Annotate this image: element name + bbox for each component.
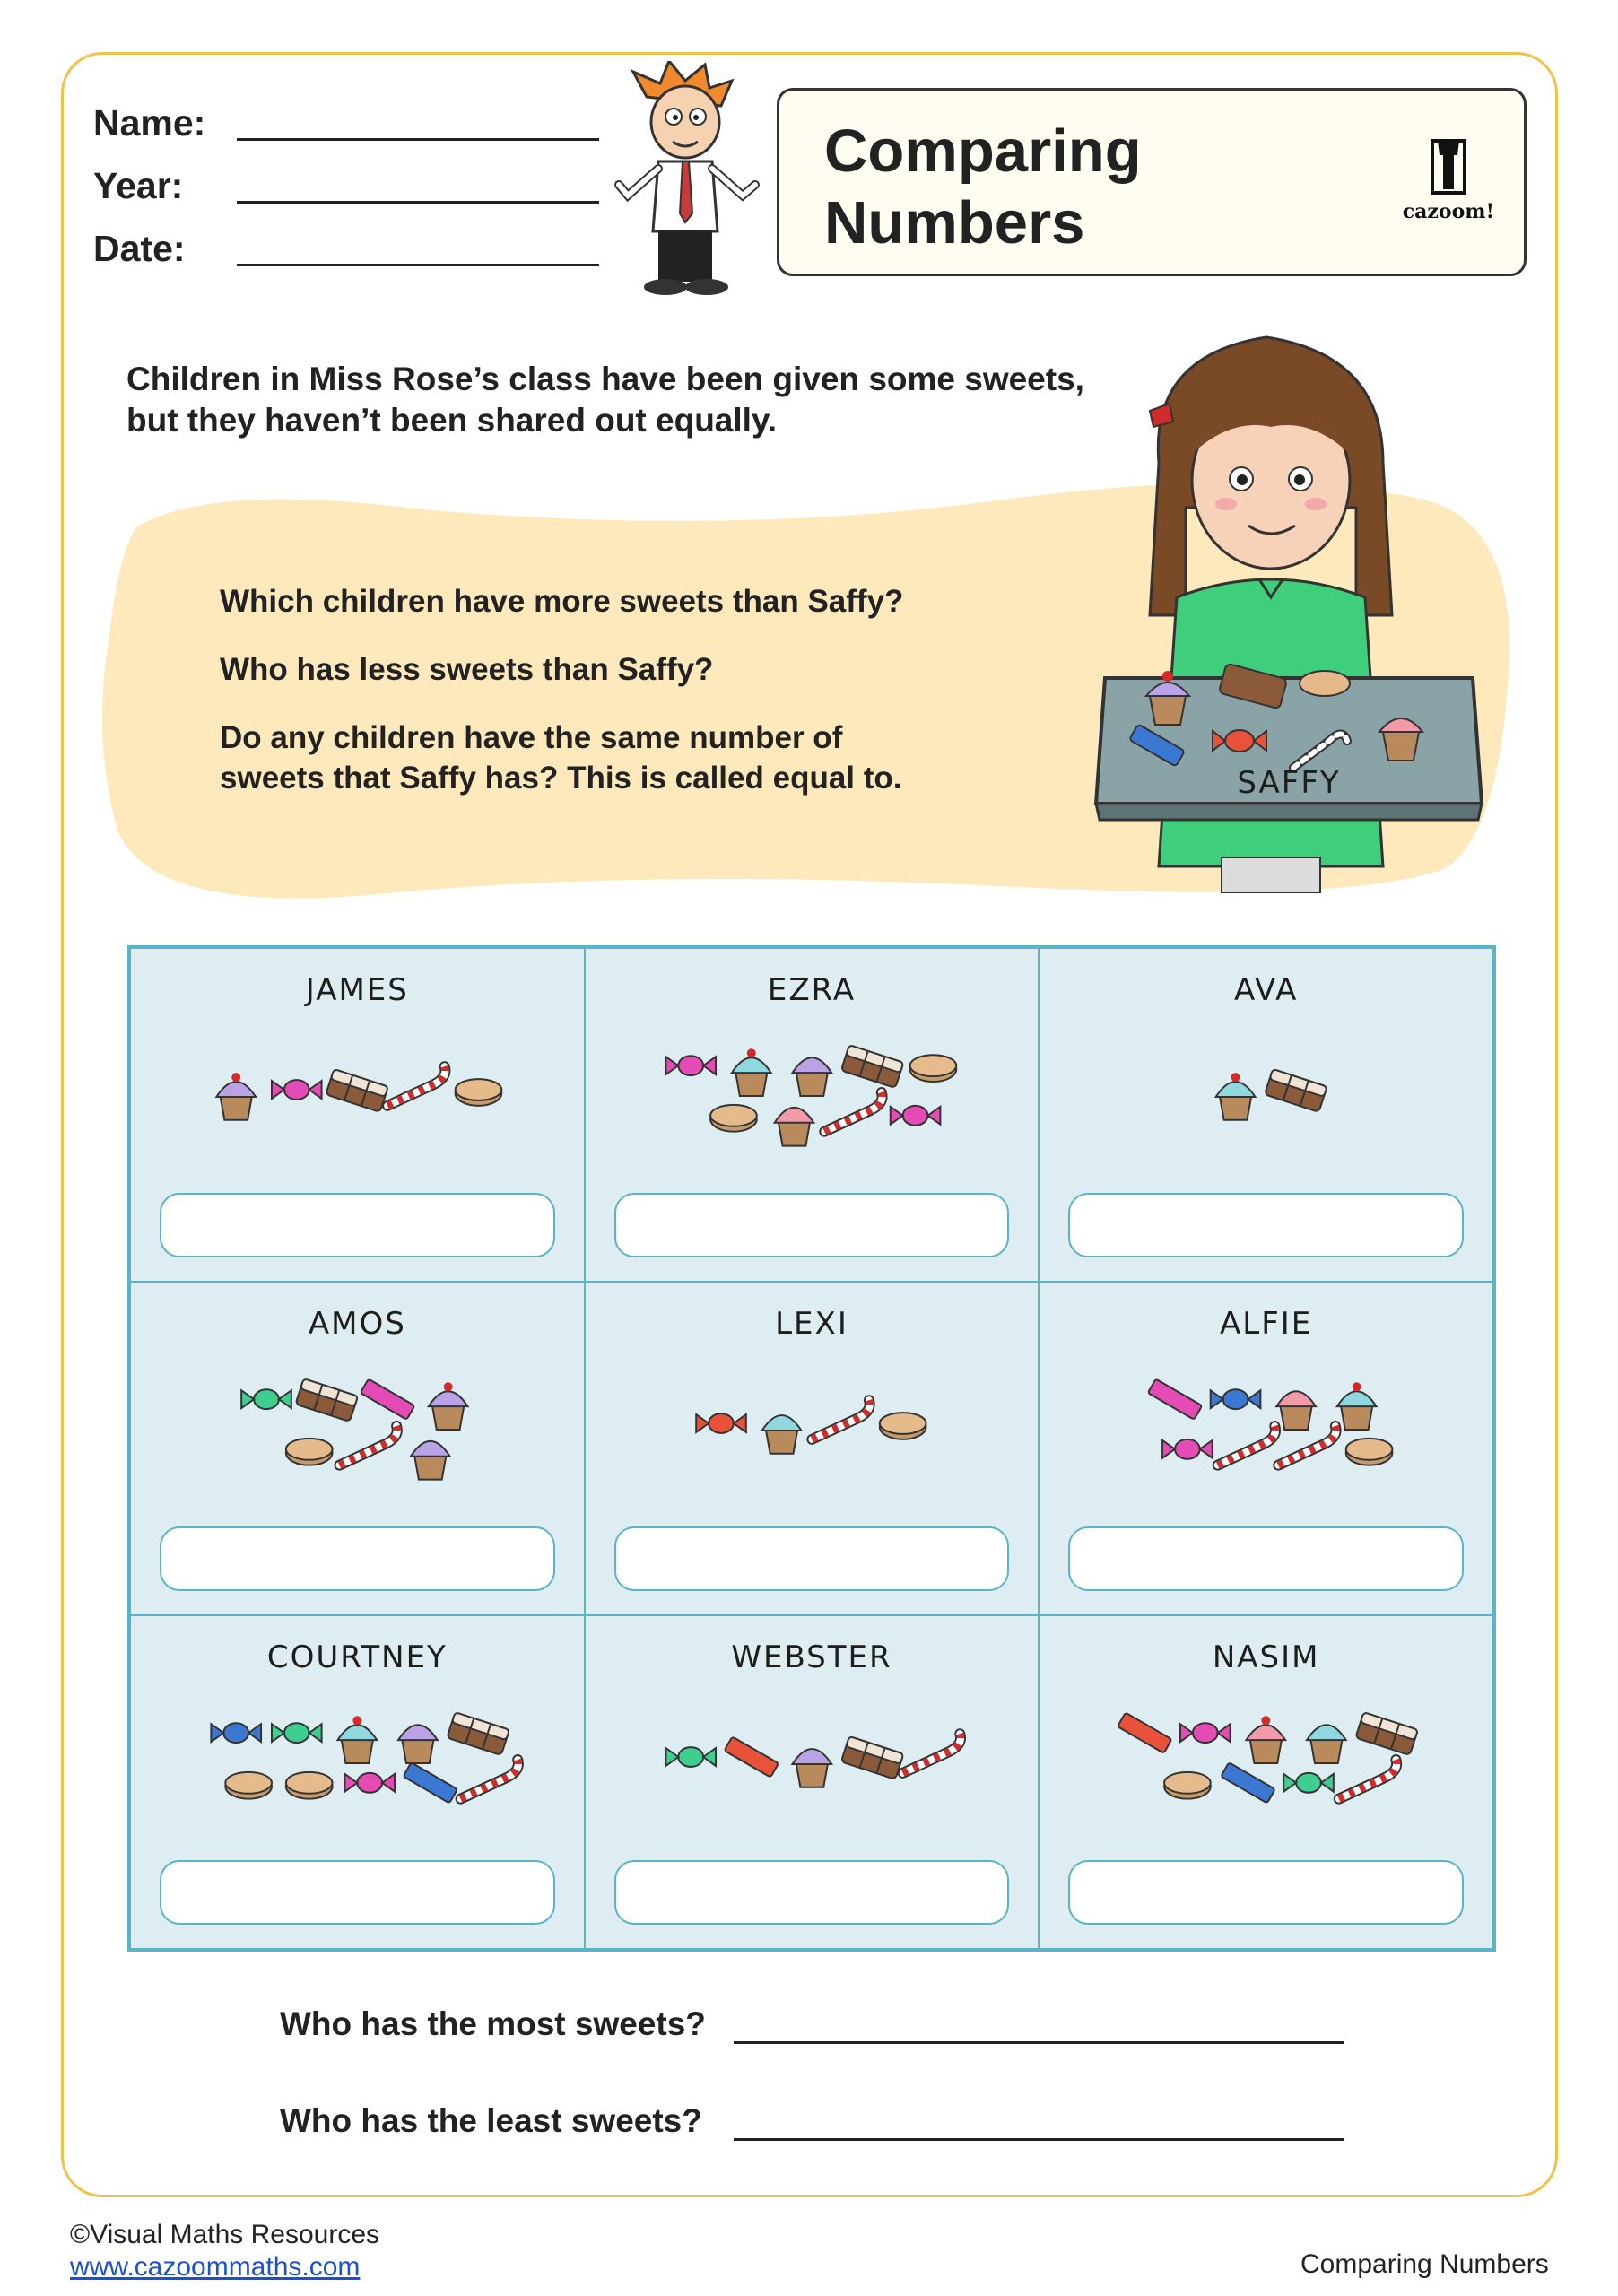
footer-credits <box>70 2219 379 2283</box>
cupcake-icon <box>792 1749 831 1787</box>
chocolate-bar-icon <box>295 1378 358 1422</box>
cookie-icon <box>1164 1772 1211 1799</box>
child-cell-courtney <box>130 1615 585 1949</box>
cupcake-icon <box>774 1108 813 1146</box>
child-name: ALFIE <box>1220 1306 1313 1342</box>
wrapped-sweet-icon <box>665 1747 716 1767</box>
sweets-group <box>131 1356 584 1491</box>
least-sweets-answer-line[interactable] <box>734 2138 1344 2141</box>
wrapped-sweet-icon <box>724 1736 779 1777</box>
year-label: Year: <box>93 165 184 206</box>
cupcake-icon <box>429 1382 468 1430</box>
cookie-icon <box>909 1055 956 1082</box>
cazoom-logo <box>1395 135 1502 234</box>
svg-text:cazoom!: cazoom! <box>1402 200 1495 223</box>
website-link[interactable]: www.cazoommaths.com <box>70 2252 361 2282</box>
cupcake-icon <box>1247 1716 1286 1763</box>
cookie-icon <box>879 1413 926 1439</box>
name-field[interactable] <box>237 138 599 141</box>
child-name: WEBSTER <box>731 1639 892 1675</box>
question-3: Do any children have the same number of sweets that Saffy has? This is called equal to. <box>220 720 902 796</box>
cupcake-icon <box>761 1415 801 1454</box>
date-field[interactable] <box>237 264 599 266</box>
cookie-icon <box>286 1772 333 1799</box>
least-sweets-question: Who has the least sweets? <box>280 2102 702 2139</box>
cupcake-icon <box>411 1441 450 1480</box>
answer-box[interactable] <box>1068 1860 1464 1925</box>
candy-cane-icon <box>902 1734 960 1773</box>
candy-cane-icon <box>387 1066 445 1106</box>
chocolate-bar-icon <box>1356 1712 1419 1755</box>
wrapped-sweet-icon <box>665 1056 716 1075</box>
candy-cane-icon <box>1279 1426 1336 1465</box>
sweets-group <box>586 1356 1039 1491</box>
child-cell-lexi <box>585 1282 1040 1615</box>
cupcake-icon <box>1216 1073 1256 1120</box>
wrapped-sweet-icon <box>1222 1762 1276 1803</box>
wrapped-sweet-icon <box>211 1723 261 1743</box>
candy-cane-icon <box>812 1400 869 1439</box>
child-name: AVA <box>1233 972 1299 1008</box>
saffy-label: SAFFY <box>1237 765 1341 801</box>
cookie-icon <box>225 1772 272 1799</box>
child-name: LEXI <box>775 1306 848 1342</box>
sweets-group <box>586 1690 1039 1824</box>
intro-text: Children in Miss Rose’s class have been given some sweets, but they haven’t been shared out equally. <box>126 361 1084 439</box>
candy-cane-icon <box>461 1760 518 1799</box>
cupcake-icon <box>1277 1391 1317 1430</box>
answer-box[interactable] <box>160 1193 555 1257</box>
page-title: Comparing Numbers <box>824 117 1142 257</box>
answer-box[interactable] <box>160 1526 555 1591</box>
cookie-icon <box>456 1079 502 1106</box>
chocolate-bar-icon <box>840 1736 903 1779</box>
sweets-group <box>1040 1022 1492 1157</box>
copyright-text: ©Visual Maths Resources <box>70 2220 380 2249</box>
question-1: Which children have more sweets than Saffy? <box>220 584 904 619</box>
answer-box[interactable] <box>1068 1526 1464 1591</box>
child-cell-ava <box>1039 948 1493 1282</box>
cookie-icon <box>1346 1439 1393 1465</box>
wrapped-sweet-icon <box>272 1080 322 1100</box>
wrapped-sweet-icon <box>1211 1389 1261 1409</box>
sweets-group <box>1040 1356 1492 1491</box>
year-field[interactable] <box>237 201 599 204</box>
wrapped-sweet-icon <box>890 1106 940 1126</box>
child-name: EZRA <box>767 972 857 1008</box>
name-label: Name: <box>93 102 206 144</box>
chocolate-bar-icon <box>326 1069 388 1112</box>
wrapped-sweet-icon <box>1284 1773 1335 1793</box>
date-label: Date: <box>93 228 186 269</box>
cookie-icon <box>286 1439 333 1465</box>
sweets-group <box>586 1022 1039 1157</box>
child-name: JAMES <box>305 972 409 1008</box>
wrapped-sweet-icon <box>404 1762 458 1803</box>
wrapped-sweet-icon <box>1180 1723 1231 1743</box>
child-cell-webster <box>585 1615 1040 1949</box>
most-sweets-question: Who has the most sweets? <box>280 2005 706 2042</box>
footer-title: Comparing Numbers <box>1300 2249 1549 2279</box>
chocolate-bar-icon <box>447 1712 509 1755</box>
most-sweets-answer-line[interactable] <box>734 2041 1344 2044</box>
candy-cane-icon <box>1218 1426 1275 1465</box>
candy-cane-icon <box>339 1426 396 1465</box>
child-cell-alfie <box>1039 1282 1493 1615</box>
wrapped-sweet-icon <box>361 1379 415 1420</box>
sweets-group <box>1040 1690 1492 1824</box>
child-cell-nasim <box>1039 1615 1493 1949</box>
cupcake-icon <box>398 1725 438 1763</box>
answer-box[interactable] <box>1068 1193 1464 1257</box>
cupcake-icon <box>1307 1725 1346 1763</box>
cupcake-icon <box>732 1048 771 1096</box>
child-cell-amos <box>130 1282 585 1615</box>
wrapped-sweet-icon <box>241 1389 291 1409</box>
candy-cane-icon <box>824 1092 882 1132</box>
child-cell-james <box>130 948 585 1282</box>
wrapped-sweet-icon <box>272 1723 322 1743</box>
answer-box[interactable] <box>614 1860 1010 1925</box>
question-2: Who has less sweets than Saffy? <box>220 652 714 687</box>
cupcake-icon <box>792 1057 831 1096</box>
chocolate-bar-icon <box>840 1045 903 1088</box>
child-name: NASIM <box>1212 1639 1320 1675</box>
answer-box[interactable] <box>160 1860 555 1925</box>
title-box <box>777 88 1527 276</box>
teacher-illustration <box>606 61 773 303</box>
wrapped-sweet-icon <box>696 1413 746 1433</box>
wrapped-sweet-icon <box>1148 1379 1203 1420</box>
saffy-illustration <box>1087 328 1491 893</box>
wrapped-sweet-icon <box>344 1773 395 1793</box>
child-cell-ezra <box>585 948 1040 1282</box>
sweets-group <box>131 1690 584 1824</box>
cookie-icon <box>710 1105 757 1132</box>
children-grid <box>127 945 1496 1952</box>
cupcake-icon <box>1337 1382 1377 1430</box>
chocolate-bar-icon <box>1265 1069 1327 1112</box>
answer-box[interactable] <box>614 1193 1010 1257</box>
wrapped-sweet-icon <box>1118 1713 1172 1753</box>
cupcake-icon <box>216 1073 256 1120</box>
child-name: COURTNEY <box>266 1639 448 1675</box>
answer-box[interactable] <box>614 1526 1010 1591</box>
child-name: AMOS <box>308 1306 406 1342</box>
cupcake-icon <box>337 1716 377 1763</box>
candy-cane-icon <box>1339 1760 1396 1799</box>
wrapped-sweet-icon <box>1162 1439 1213 1459</box>
sweets-group <box>131 1022 584 1157</box>
